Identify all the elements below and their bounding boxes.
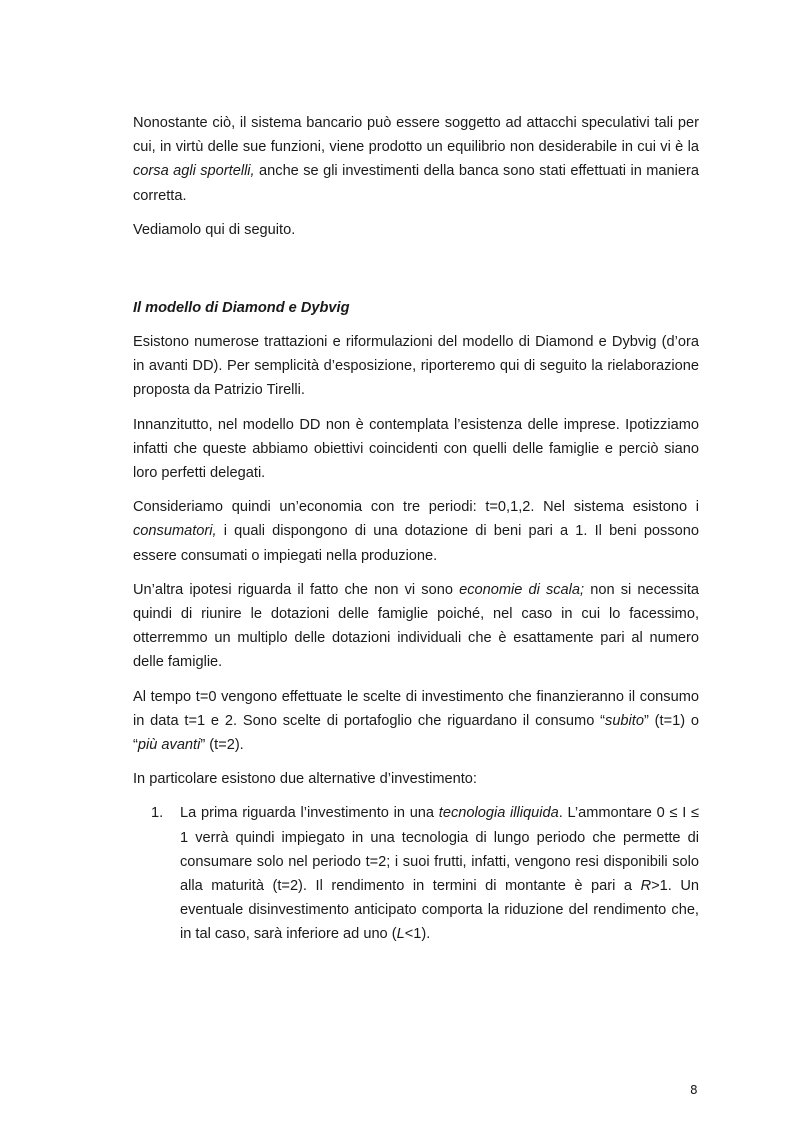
text-run: i quali dispongono di una dotazione di beni pari a 1. Il beni possono essere consumati o impiegati nella produzione. [133,523,699,564]
text-run: Un’altra ipotesi riguarda il fatto che non vi sono [133,581,460,598]
text-run: ” (t=2). [200,737,244,754]
text-run: . L’ammontare 0 ≤ I ≤ 1 verrà quindi impiegato in una tecnologia di lungo periodo che permette di consumare solo nel periodo t=2; i suoi frutti, infatti, vengono resi disponibili solo alla maturità (t=2). Il rendimento in termini di montante è pari a [180,805,700,895]
emphasis-text: tecnologia illiquida [438,805,559,822]
paragraph-intro [133,111,699,208]
paragraph-scale [133,578,699,675]
document-body [133,111,699,947]
paragraph-followup: Vediamolo qui di seguito. [133,221,296,238]
text-run: ” (t=1) o “ [133,712,700,754]
text-run: >1. Un eventuale disinvestimento anticipato comporta la riduzione del rendimento che, in tal caso, sarà inferiore ad uno ( [180,878,699,943]
emphasis-text: più avanti [137,737,201,754]
emphasis-text: L [396,926,405,943]
page-number: 8 [690,1083,698,1097]
paragraph-alternatives: In particolare esistono due alternative d’investimento: [133,771,477,788]
text-run: Consideriamo quindi un’economia con tre periodi: t=0,1,2. Nel sistema esistono i [133,499,699,516]
text-run: Al tempo t=0 vengono effettuate le scelte di investimento che finanzieranno il consumo in data t=1 e 2. Sono scelte di portafoglio che riguardano il consumo “ [133,688,699,729]
emphasis-text: subito [605,712,644,729]
paragraph-timing [133,685,699,758]
paragraph-dd-intro: Esistono numerose trattazioni e riformulazioni del modello di Diamond e Dybvig (d’ora in avanti DD). Per semplicità d’esposizione, riporteremo qui di seguito la rielaborazione proposta da Patrizio Tirelli. [133,334,699,399]
list-item [133,801,699,946]
list-item-text [180,801,699,946]
text-run: <1). [404,926,431,943]
paragraph-economy [133,495,699,568]
emphasis-text: economie di scala; [459,581,585,598]
paragraph-firms: Innanzitutto, nel modello DD non è contemplata l’esistenza delle imprese. Ipotizziamo infatti che queste abbiamo obiettivi coincidenti con quelli delle famiglie e perciò siano loro perfetti delegati. [133,416,699,482]
section-heading: Il modello di Diamond e Dybvig [133,300,350,317]
text-run: anche se gli investimenti della banca sono stati effettuati in maniera corretta. [133,163,699,204]
text-run: non si necessita quindi di riunire le dotazioni delle famiglie poiché, nel caso in cui lo facessimo, otterremmo un multiplo delle dotazioni individuali che è esattamente pari al numero delle famiglie. [133,581,700,671]
text-run: Nonostante ciò, il sistema bancario può essere soggetto ad attacchi speculativi tali per cui, in virtù delle sue funzioni, viene prodotto un equilibrio non desiderabile in cui vi è la [133,115,699,156]
numbered-list [133,801,699,946]
list-number: 1. [151,805,164,822]
emphasis-text: corsa agli sportelli, [133,163,255,180]
text-run: La prima riguarda l’investimento in una [180,805,439,822]
emphasis-text: R [640,878,652,895]
emphasis-text: consumatori, [133,523,217,540]
